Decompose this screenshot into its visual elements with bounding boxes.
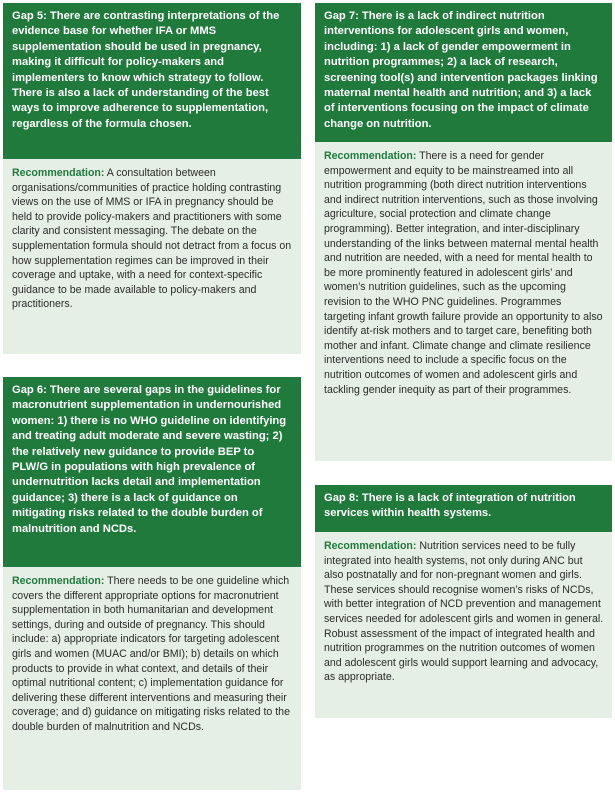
gap-8-recommendation xyxy=(315,532,612,718)
recommendation-text: Nutrition services need to be fully integrated into health systems, not only during ANC but also postnatally and for non-pregnant women and girls. These services should recognise women’s risks of NCDs, with better integration of NCD prevention and management services needed for adolescent girls and women in general. Robust assessment of the impact of integrated health and nutrition programmes on the nutrition outcomes of women and adolescent girls would support learning and advocacy, as appropriate. xyxy=(324,540,604,684)
recommendation-label: Recommendation: xyxy=(324,540,417,552)
gap-6-heading: Gap 6: There are several gaps in the guidelines for macronutrient supplementation in undernourished women: 1) there is no WHO guideline on identifying and treating adult moderate and severe wasting; 2) the relatively new guidance to provide BEP to PLW/G in populations with high prevalence of undernutrition lacks detail and implementation guidance; 3) there is a lack of guidance on mitigating risks related to the double burden of malnutrition and NCDs. xyxy=(3,377,301,567)
gap-7-heading: Gap 7: There is a lack of indirect nutrition interventions for adolescent girls and women, including: 1) a lack of gender empowerment in nutrition programmes; 2) a lack of research, screening tool(s) and intervention packages linking maternal mental health and nutrition; and 3) a lack of interventions focusing on the impact of climate change on nutrition. xyxy=(315,3,612,142)
gap-7-card xyxy=(315,3,612,461)
recommendation-text: There needs to be one guideline which covers the different appropriate options for macronutrient supplementation in both humanitarian and development settings, during and outside of pregnancy. This should include: a) appropriate indicators for targeting adolescent girls and women (MUAC and/or BMI); b) details on which products to provide in what context, and details of their optimal nutritional content; c) implementation guidance for delivering these different interventions and measuring their coverage; and d) guidance on mitigating risks related to the double burden of malnutrition and NCDs. xyxy=(12,575,290,733)
gap-6-card xyxy=(3,377,301,790)
recommendation-text: A consultation between organisations/communities of practice holding contrasting views on the use of MMS or IFA in pregnancy should be held to provide policy-makers and practitioners with some clarity and consistent messaging. The debate on the supplementation formula should not detract from a focus on how supplementation regimes can be improved in their coverage and uptake, with a need for context-specific guidance to be made available to policy-makers and practitioners. xyxy=(12,167,292,311)
gap-5-card xyxy=(3,3,301,354)
recommendation-label: Recommendation: xyxy=(12,167,105,179)
gap-7-recommendation xyxy=(315,142,612,461)
recommendation-text: There is a need for gender empowerment and equity to be mainstreamed into all nutrition programming (both direct nutrition interventions and indirect nutrition interventions, such as those involving agriculture, social protection and climate change programming). Better integration, and inter-disciplinary understanding of the links between maternal mental health and nutrition are needed, with a need for mental health to be more prominently featured in adolescent girls’ and women’s nutrition guidelines, such as the upcoming revision to the WHO PNC guidelines. Programmes targeting infant growth failure provide an opportunity to also identify at-risk mothers and to target care, benefiting both mother and infant. Climate change and climate resilience interventions need to include a specific focus on the nutrition outcomes of women and adolescent girls and tackling gender inequity as part of their programmes. xyxy=(324,150,603,396)
recommendation-label: Recommendation: xyxy=(12,575,105,587)
gap-5-recommendation xyxy=(3,159,301,354)
recommendation-label: Recommendation: xyxy=(324,150,417,162)
gap-8-heading: Gap 8: There is a lack of integration of nutrition services within health systems. xyxy=(315,485,612,532)
gap-5-heading: Gap 5: There are contrasting interpretations of the evidence base for whether IFA or MMS supplementation should be used in pregnancy, making it difficult for policy-makers and implementers to know which strategy to follow. There is also a lack of understanding of the best ways to improve adherence to supplementation, regardless of the formula chosen. xyxy=(3,3,301,159)
gap-6-recommendation xyxy=(3,567,301,790)
gap-8-card xyxy=(315,485,612,718)
